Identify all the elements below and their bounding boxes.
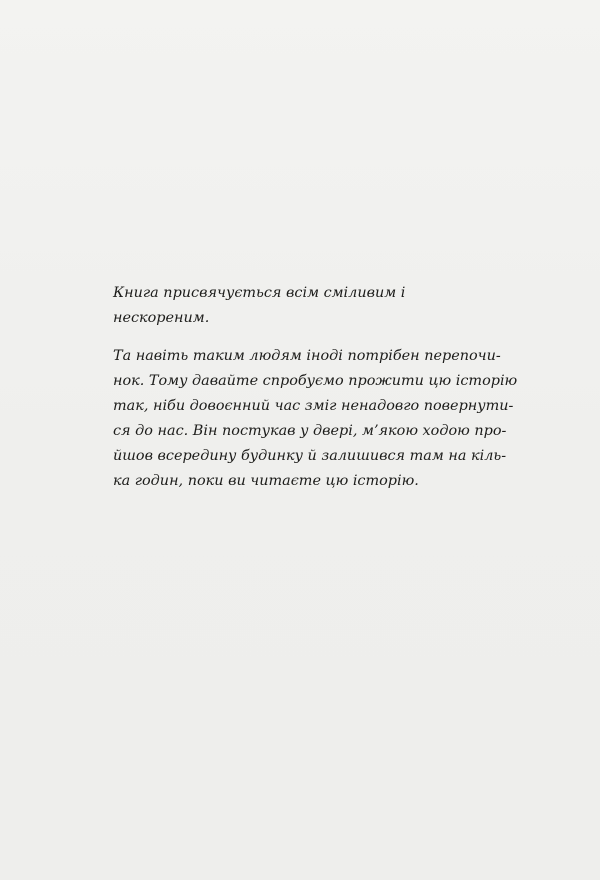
dedication-line: так, ніби довоєнний час зміг ненадовго повернути- <box>113 398 514 414</box>
dedication-line: ся до нас. Він постукав у двері, м’якою ходою про- <box>113 423 507 439</box>
dedication-paragraph <box>113 344 518 494</box>
dedication-line: Та навіть таким людям іноді потрібен перепочи- <box>113 348 501 364</box>
dedication-text <box>113 281 518 494</box>
dedication-first-line: Книга присвячується всім сміливим і нескореним. <box>113 285 406 326</box>
dedication-line: йшов всередину будинку й залишився там на кіль- <box>113 448 507 464</box>
dedication-line: нок. Тому давайте спробуємо прожити цю історію <box>113 373 518 389</box>
dedication-line: ка годин, поки ви читаєте цю історію. <box>113 473 419 489</box>
